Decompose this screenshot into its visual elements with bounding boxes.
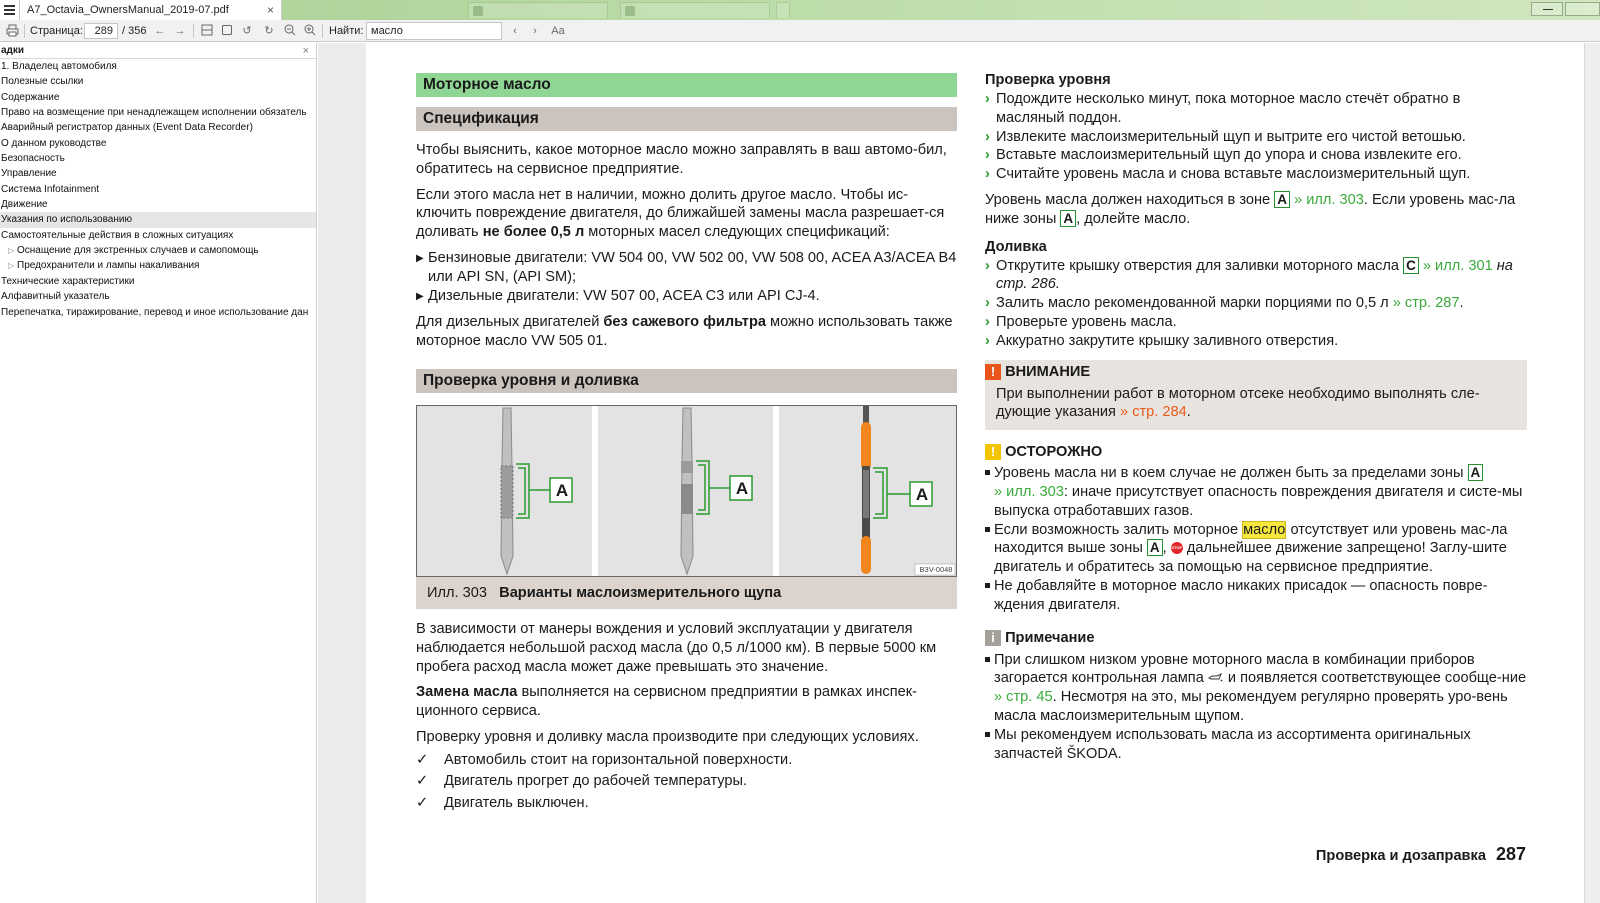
forward-arrow-icon[interactable]: → [174, 25, 186, 37]
checklist-text: Двигатель прогрет до рабочей температуры. [444, 773, 748, 790]
step-arrow-icon: › [985, 166, 990, 183]
step-arrow-icon: › [985, 147, 990, 164]
figure-link[interactable]: » илл. 301 [1422, 257, 1493, 274]
checkmark-icon: ✓ [416, 794, 429, 811]
list-item [416, 249, 957, 287]
rotate-left-icon[interactable]: ↺ [242, 25, 252, 37]
text: и появляется соответствующее сообще-ние [1223, 670, 1527, 687]
step-item [985, 313, 1527, 332]
square-bullet-icon [985, 657, 990, 662]
checkmark-icon: ✓ [416, 773, 429, 790]
oil-lamp-icon [1208, 669, 1224, 688]
sidebar-item[interactable]: Алфавитный указатель [1, 291, 110, 303]
right-column [985, 71, 1527, 763]
sidebar-item[interactable]: Самостоятельные действия в сложных ситуациях [1, 229, 234, 241]
figure-marker-label: A [555, 481, 569, 500]
subheading: Доливка [985, 238, 1047, 255]
note-item [985, 651, 1527, 726]
text: моторных масел следующих спецификаций: [584, 224, 890, 241]
checklist-text: Автомобиль стоит на горизонтальной поверхности. [444, 751, 793, 768]
list-item-text: Бензиновые двигатели: VW 504 00, VW 502 00, VW 508 00, ACEA A3/ACEA B4 или API SN, (API SM); [428, 249, 957, 285]
bold-text: не более 0,5 л [482, 224, 585, 241]
expand-icon[interactable]: ▷ [8, 246, 15, 256]
document-tab-title: A7_Octavia_OwnersManual_2019-07.pdf [27, 4, 229, 16]
document-icon [625, 6, 635, 16]
paragraph [416, 683, 957, 721]
checkmark-icon: ✓ [416, 751, 429, 768]
square-bullet-icon [985, 470, 990, 475]
note-title-row [985, 629, 1527, 648]
match-case-toggle[interactable]: Aa [551, 25, 565, 37]
figure-code: B3V-0048 [919, 565, 953, 574]
sidebar-item[interactable]: Управление [1, 168, 57, 180]
pdf-page [366, 43, 1584, 903]
subsection-heading: Спецификация [416, 107, 957, 131]
step-text: Извлеките маслоизмерительный щуп и вытрите его чистой ветошью. [996, 128, 1466, 145]
text: . [1459, 295, 1464, 312]
step-item [985, 165, 1527, 184]
tab-close-button[interactable]: × [266, 3, 274, 17]
maximize-button[interactable] [1565, 2, 1600, 16]
text: Не добавляйте в моторное масло никаких присадок — опасность повре-ждения двигателя. [994, 577, 1488, 613]
find-previous-icon[interactable]: ‹ [513, 25, 517, 37]
footer-section-title: Проверка и дозаправка [1315, 848, 1486, 864]
text: Мы рекомендуем использовать масла из ассортимента оригинальных запчастей ŠKODA. [994, 726, 1471, 762]
menu-button[interactable] [0, 0, 20, 20]
sidebar-close-button[interactable]: × [302, 45, 309, 57]
text: Для дизельных двигателей [416, 314, 604, 331]
step-arrow-icon: › [985, 257, 990, 274]
expand-icon[interactable]: ▷ [8, 261, 15, 271]
info-icon: i [985, 630, 1001, 646]
bold-text: Замена масла [416, 684, 518, 701]
dipstick-figure [416, 405, 957, 577]
step-text: Открутите крышку отверстия для заливки моторного масла [996, 257, 1404, 274]
square-bullet-icon [985, 732, 990, 737]
background-tab[interactable] [468, 2, 608, 18]
sidebar-title: адки [1, 45, 25, 56]
text: отсутствует или уровень мас-ла находится выше зоны [994, 521, 1508, 557]
zoom-in-icon[interactable] [303, 24, 317, 38]
text: . Несмотря на это, мы рекомендуем регулярно проверять уро-вень масла маслоизмерительным щупом. [994, 689, 1508, 724]
caution-title: ОСТОРОЖНО [1005, 444, 1103, 461]
list-item [416, 287, 957, 306]
sidebar-header [0, 43, 316, 59]
toolbar [0, 20, 1600, 42]
checklist-item [416, 771, 957, 793]
checklist-item [416, 750, 957, 772]
zone-marker: A [1468, 464, 1484, 481]
figure-caption [416, 577, 957, 609]
search-input[interactable]: масло [366, 22, 502, 40]
list-item-text: Дизельные двигатели: VW 507 00, ACEA C3 или API CJ-4. [428, 287, 820, 304]
step-text: Вставьте маслоизмерительный щуп до упора и снова извлеките его. [996, 147, 1462, 164]
note-item [985, 726, 1527, 764]
zone-marker: A [1147, 539, 1163, 556]
paragraph: Проверку уровня и доливку масла производите при следующих условиях. [416, 728, 919, 745]
dipstick-illustration [417, 406, 956, 576]
zone-marker: A [1274, 191, 1290, 208]
sidebar-item-label: Предохранители и лампы накаливания [17, 260, 200, 272]
page-total: / 356 [122, 25, 147, 37]
sidebar-item-child[interactable] [0, 258, 316, 273]
single-page-icon[interactable] [220, 24, 234, 38]
background-tab[interactable] [776, 2, 790, 18]
subheading: Проверка уровня [985, 72, 1111, 88]
text: Если этого масла нет в наличии, можно долить другое масло. Чтобы ис-ключить повреждение двигателя, до ближайшей замены масла разрешает-ся доливать [416, 186, 945, 241]
paragraph [985, 191, 1527, 229]
text: Уровень масла ни в коем случае не должен быть за пределами зоны [994, 465, 1468, 482]
sidebar-item[interactable]: Аварийный регистратор данных (Event Data Recorder) [1, 122, 253, 134]
sidebar-item[interactable]: О данном руководстве [1, 137, 107, 149]
subsection-heading: Проверка уровня и доливка [416, 369, 957, 393]
toolbar-separator [193, 24, 194, 38]
minimize-button[interactable] [1531, 2, 1563, 16]
caution-item: Если возможность залить моторное масло отсутствует или уровень мас-ла находится выше зоны A , STOP дальнейшее движение запрещено! Заглу-шите двигатель и обратитесь за помощью на сервисное предприятие. [985, 521, 1527, 577]
paragraph: Чтобы выяснить, какое моторное масло можно заправлять в ваш автомо-бил, обратитесь на сервисное предприятие. [416, 142, 947, 177]
step-arrow-icon: › [985, 128, 990, 145]
text: Если возможность залить моторное [994, 521, 1243, 538]
hamburger-icon [4, 9, 15, 11]
toolbar-separator [24, 24, 25, 38]
page-label: Страница: [30, 25, 83, 37]
square-bullet-icon [985, 527, 990, 532]
step-arrow-icon: › [985, 332, 990, 349]
sidebar-item[interactable]: Безопасность [1, 153, 65, 165]
sidebar-item[interactable]: Содержание [1, 91, 60, 103]
bold-text: без сажевого фильтра [603, 314, 766, 331]
text: . Если уровень мас-ла ниже зоны [985, 191, 1516, 227]
page-link[interactable]: » стр. 284 [1120, 404, 1187, 421]
page-number: 287 [1495, 844, 1526, 864]
caution-item [985, 464, 1527, 520]
page-reference: на стр. 286. [996, 257, 1513, 293]
caution-item [985, 577, 1527, 615]
text: При слишком низком уровне моторного масла в комбинации приборов загорается контрольная лампа [994, 651, 1475, 687]
page-link[interactable]: » стр. 45 [994, 689, 1053, 706]
checklist-item [416, 793, 957, 815]
step-arrow-icon: › [985, 91, 990, 107]
stop-icon: STOP [1171, 542, 1183, 554]
step-text: Аккуратно закрутите крышку заливного отверстия. [996, 332, 1339, 349]
warning-title-row [985, 360, 1519, 382]
left-lower-text [416, 620, 957, 814]
sidebar-item-selected[interactable]: Указания по использованию [0, 212, 316, 227]
print-icon[interactable] [5, 24, 19, 38]
figure-number: Илл. 303 [427, 585, 487, 601]
sidebar-item-child[interactable] [0, 243, 316, 258]
figure-marker-label: A [735, 479, 749, 498]
note-title: Примечание [1005, 629, 1095, 646]
zone-marker: A [1060, 210, 1076, 227]
sidebar-item[interactable]: 1. Владелец автомобиля [1, 61, 117, 72]
document-tab[interactable] [20, 0, 282, 20]
rotate-right-icon[interactable]: ↻ [264, 25, 274, 37]
text: выполняется на сервисном предприятии в рамках инспек-ционного сервиса. [416, 684, 917, 720]
warning-icon: ! [985, 364, 1001, 380]
step-item [985, 90, 1527, 128]
page-link[interactable]: » стр. 287 [1392, 295, 1460, 312]
figure-title: Варианты маслоизмерительного щупа [499, 585, 782, 601]
sidebar-item[interactable]: Полезные ссылки [1, 76, 84, 88]
bookmarks-sidebar [0, 43, 317, 903]
sidebar-item-label: Оснащение для экстренных случаев и самопомощь [17, 245, 259, 257]
warning-box [985, 360, 1527, 431]
page-footer [1304, 844, 1526, 865]
text: При выполнении работ в моторном отсеке необходимо выполнять сле-дующие указания [996, 385, 1480, 421]
page-number-input[interactable]: 289 [84, 23, 118, 39]
text: . [1186, 404, 1191, 421]
step-item [985, 332, 1527, 351]
zoom-out-icon[interactable] [283, 24, 297, 38]
document-gutter [318, 43, 366, 903]
step-text: Подождите несколько минут, пока моторное масло стечёт обратно в масляный поддон. [996, 91, 1461, 126]
toolbar-separator [322, 24, 323, 38]
background-tab[interactable] [620, 2, 770, 18]
section-heading: Моторное масло [416, 73, 957, 97]
sidebar-item[interactable]: Система Infotainment [1, 183, 100, 195]
search-highlight: масло [1243, 521, 1286, 538]
square-bullet-icon [985, 583, 990, 588]
vertical-scrollbar[interactable] [1584, 43, 1600, 903]
title-bar [0, 0, 1600, 20]
text: , долейте масло. [1076, 210, 1191, 227]
checklist-text: Двигатель выключен. [444, 794, 589, 811]
text: Уровень масла должен находиться в зоне [985, 191, 1275, 208]
step-arrow-icon: › [985, 295, 990, 312]
sidebar-item[interactable]: Право на возмещение при ненадлежащем исполнении обязатель [1, 107, 307, 119]
sidebar-item[interactable]: Движение [1, 199, 48, 211]
text: дальнейшее движение запрещено! Заглу-шите двигатель и обратитесь за помощью на сервисное предприятие. [994, 540, 1507, 576]
text: можно использовать также моторное масло VW 505 01. [416, 314, 953, 350]
zone-marker: C [1403, 257, 1419, 274]
continuous-view-icon[interactable] [200, 24, 214, 38]
caution-icon: ! [985, 444, 1001, 460]
triangle-bullet-icon: ▶ [416, 290, 424, 302]
warning-text [985, 385, 1519, 423]
sidebar-item[interactable]: Перепечатка, тиражирование, перевод и иное использование дан [1, 306, 309, 318]
paragraph [416, 186, 957, 242]
find-next-icon[interactable]: › [533, 25, 537, 37]
back-arrow-icon[interactable]: ← [154, 25, 166, 37]
step-text: Залить масло рекомендованной марки порциями по 0,5 л [996, 295, 1393, 312]
figure-marker-label: A [915, 485, 929, 504]
step-item [985, 257, 1527, 295]
step-item [985, 146, 1527, 165]
step-arrow-icon: › [985, 313, 990, 330]
figure-link[interactable]: » илл. 303 [994, 483, 1064, 500]
document-icon [473, 6, 483, 16]
step-text: Проверьте уровень масла. [996, 313, 1177, 330]
step-item [985, 294, 1527, 313]
left-column [416, 73, 957, 811]
figure-link[interactable]: » илл. 303 [1294, 191, 1364, 208]
text: : иначе присутствует опасность повреждения двигателя и систе-мы выпуска отработавших газов. [994, 483, 1523, 519]
paragraph: В зависимости от манеры вождения и условий эксплуатации у двигателя наблюдается небольшой расход масла (до 0,5 л/1000 км). В первые 5000 км пробега расход масла может даже превышать это значение. [416, 621, 937, 675]
find-label: Найти: [329, 25, 364, 37]
step-text: Считайте уровень масла и снова вставьте маслоизмерительный щуп. [996, 166, 1471, 183]
caution-title-row [985, 443, 1527, 462]
paragraph [416, 313, 957, 351]
warning-title: ВНИМАНИЕ [1005, 363, 1091, 380]
step-item [985, 128, 1527, 147]
sidebar-item[interactable]: Технические характеристики [1, 275, 135, 287]
minimize-icon [1543, 9, 1553, 10]
triangle-bullet-icon: ▶ [416, 252, 424, 264]
